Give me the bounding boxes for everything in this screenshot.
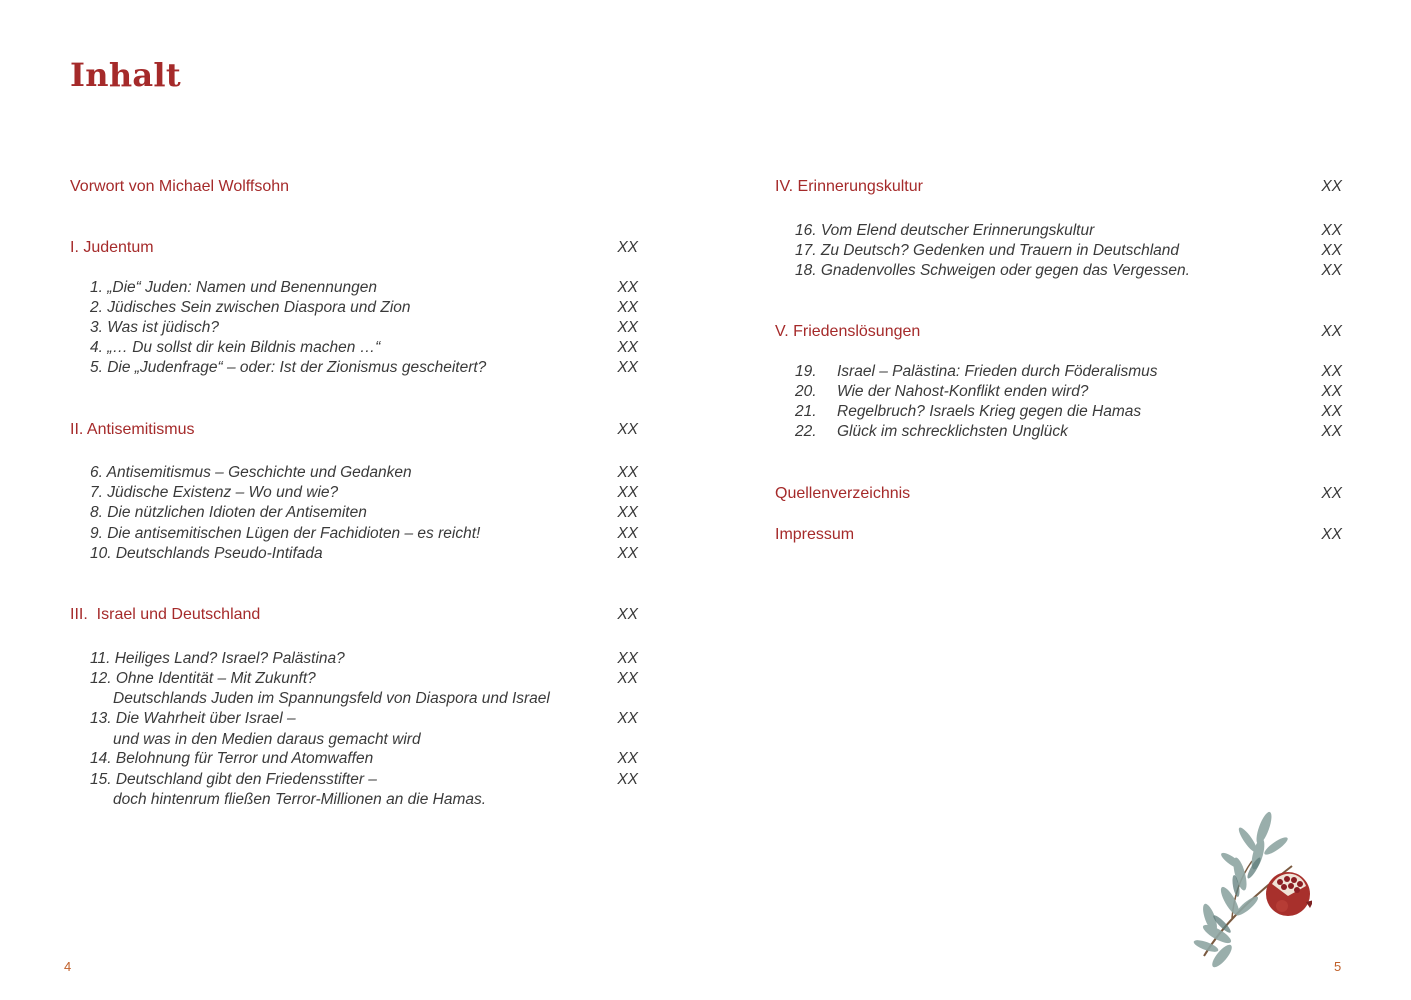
toc-chapter[interactable] <box>70 749 638 769</box>
toc-chapter[interactable] <box>775 382 1342 402</box>
toc-section-label: Quellenverzeichnis <box>775 485 911 502</box>
toc-page-number: XX <box>617 359 638 376</box>
toc-chapter-title: Regelbruch? Israels Krieg gegen die Hamas <box>837 403 1142 420</box>
toc-chapter[interactable] <box>775 221 1342 241</box>
toc-chapter-label <box>795 382 1088 402</box>
toc-chapter-label: 13. Die Wahrheit über Israel – <box>90 710 296 727</box>
toc-section-label: III. Israel und Deutschland <box>70 606 261 623</box>
toc-entry-foreword[interactable] <box>70 176 638 198</box>
toc-chapter-label: 7. Jüdische Existenz – Wo und wie? <box>90 484 339 501</box>
toc-chapter-label: 5. Die „Judenfrage“ – oder: Ist der Zionismus gescheitert? <box>90 359 487 376</box>
toc-chapter-label <box>795 422 1068 442</box>
toc-chapter[interactable] <box>775 241 1342 261</box>
toc-section-label: II. Antisemitismus <box>70 421 195 438</box>
toc-page-number: XX <box>617 771 638 788</box>
toc-chapter-label: 17. Zu Deutsch? Gedenken und Trauern in Deutschland <box>795 242 1180 259</box>
toc-page-number: XX <box>617 710 638 727</box>
toc-chapter-label: 2. Jüdisches Sein zwischen Diaspora und Zion <box>90 299 411 316</box>
toc-chapter-label: 18. Gnadenvolles Schweigen oder gegen das Vergessen. <box>795 262 1190 279</box>
toc-section-label: Vorwort von Michael Wolffsohn <box>70 178 290 195</box>
page-number-right: 5 <box>1334 959 1342 974</box>
toc-page-number: XX <box>617 239 638 256</box>
toc-chapter-label: 6. Antisemitismus – Geschichte und Gedanken <box>90 464 412 481</box>
toc-entry-quellenverzeichnis[interactable] <box>775 483 1342 505</box>
toc-chapter-label: 9. Die antisemitischen Lügen der Fachidioten – es reicht! <box>90 525 481 542</box>
toc-page-number: XX <box>617 504 638 521</box>
toc-chapter-label: 14. Belohnung für Terror und Atomwaffen <box>90 750 374 767</box>
toc-page-number: XX <box>1321 262 1342 279</box>
toc-page-number: XX <box>617 670 638 687</box>
toc-chapter[interactable] <box>70 649 638 669</box>
toc-chapter-label: 8. Die nützlichen Idioten der Antisemiten <box>90 504 367 521</box>
toc-page-number: XX <box>1321 403 1342 420</box>
toc-page-number: XX <box>617 606 638 623</box>
toc-section-antisemitismus[interactable] <box>70 419 638 441</box>
toc-section-label: IV. Erinnerungskultur <box>775 178 923 195</box>
toc-chapter[interactable] <box>775 261 1342 281</box>
toc-chapter-continuation <box>70 730 638 750</box>
toc-chapter[interactable] <box>70 278 638 298</box>
toc-chapter-label: 15. Deutschland gibt den Friedensstifter – <box>90 771 377 788</box>
toc-page-number: XX <box>617 484 638 501</box>
toc-page-number: XX <box>617 421 638 438</box>
toc-page-number: XX <box>1321 485 1342 502</box>
toc-section-label: V. Friedenslösungen <box>775 323 921 340</box>
toc-chapter-label: 3. Was ist jüdisch? <box>90 319 219 336</box>
page-title: Inhalt <box>70 56 181 94</box>
toc-chapter[interactable] <box>775 362 1342 382</box>
toc-chapter-continuation <box>70 689 638 709</box>
toc-chapter-label: 12. Ohne Identität – Mit Zukunft? <box>90 670 316 687</box>
toc-chapter[interactable] <box>70 503 638 523</box>
toc-chapter-label: 1. „Die“ Juden: Namen und Benennungen <box>90 279 377 296</box>
toc-chapter[interactable] <box>70 709 638 729</box>
toc-chapter-number: 20. <box>795 383 817 400</box>
toc-page-number: XX <box>617 319 638 336</box>
toc-entry-impressum[interactable] <box>775 524 1342 546</box>
toc-chapter-subtitle: Deutschlands Juden im Spannungsfeld von Diaspora und Israel <box>113 690 550 707</box>
toc-chapter[interactable] <box>70 358 638 378</box>
toc-page-number: XX <box>617 464 638 481</box>
toc-chapter[interactable] <box>70 483 638 503</box>
toc-chapter-subtitle: doch hintenrum fließen Terror-Millionen an die Hamas. <box>113 791 487 808</box>
toc-chapter-label <box>795 362 1157 382</box>
toc-page-number: XX <box>617 525 638 542</box>
toc-chapter[interactable] <box>70 338 638 358</box>
toc-chapter-subtitle: und was in den Medien daraus gemacht wird <box>113 731 421 748</box>
toc-section-label: I. Judentum <box>70 239 154 256</box>
toc-page-number: XX <box>1321 383 1342 400</box>
toc-chapter-title: Wie der Nahost-Konflikt enden wird? <box>837 383 1089 400</box>
toc-section-label: Impressum <box>775 526 855 543</box>
toc-chapter-label: 10. Deutschlands Pseudo-Intifada <box>90 545 323 562</box>
page-number-left: 4 <box>64 959 72 974</box>
toc-chapter-label <box>795 402 1141 422</box>
toc-page-number: XX <box>617 299 638 316</box>
toc-page-number: XX <box>1321 323 1342 340</box>
pomegranate-branch-illustration <box>1192 806 1312 974</box>
toc-page-number: XX <box>617 750 638 767</box>
toc-chapter[interactable] <box>775 402 1342 422</box>
toc-section-israel-und-deutschland[interactable] <box>70 604 638 626</box>
toc-chapter[interactable] <box>70 318 638 338</box>
toc-page-number: XX <box>617 545 638 562</box>
toc-chapter[interactable] <box>70 463 638 483</box>
toc-page-number: XX <box>617 339 638 356</box>
toc-chapter-label: 4. „… Du sollst dir kein Bildnis machen …“ <box>90 339 381 356</box>
toc-section-erinnerungskultur[interactable] <box>775 176 1342 198</box>
toc-chapter-title: Israel – Palästina: Frieden durch Föderalismus <box>837 363 1158 380</box>
toc-chapter-number: 19. <box>795 363 817 380</box>
toc-page-number: XX <box>617 650 638 667</box>
toc-page-number: XX <box>1321 222 1342 239</box>
toc-chapter-continuation <box>70 790 638 810</box>
toc-chapter[interactable] <box>775 422 1342 442</box>
toc-chapter[interactable] <box>70 544 638 564</box>
toc-chapter[interactable] <box>70 298 638 318</box>
toc-section-judentum[interactable] <box>70 237 638 259</box>
toc-page-number: XX <box>1321 363 1342 380</box>
toc-chapter-label: 11. Heiliges Land? Israel? Palästina? <box>90 650 345 667</box>
toc-page-number: XX <box>1321 178 1342 195</box>
toc-page-number: XX <box>1321 423 1342 440</box>
toc-chapter-number: 22. <box>795 423 817 440</box>
toc-section-friedensloesungen[interactable] <box>775 321 1342 343</box>
toc-chapter-title: Glück im schrecklichsten Unglück <box>837 423 1068 440</box>
toc-chapter[interactable] <box>70 770 638 790</box>
toc-chapter[interactable] <box>70 669 638 689</box>
toc-page-number: XX <box>617 279 638 296</box>
toc-chapter-label: 16. Vom Elend deutscher Erinnerungskultur <box>795 222 1095 239</box>
toc-page-number: XX <box>1321 242 1342 259</box>
toc-chapter[interactable] <box>70 524 638 544</box>
toc-page-number: XX <box>1321 526 1342 543</box>
toc-chapter-number: 21. <box>795 403 817 420</box>
